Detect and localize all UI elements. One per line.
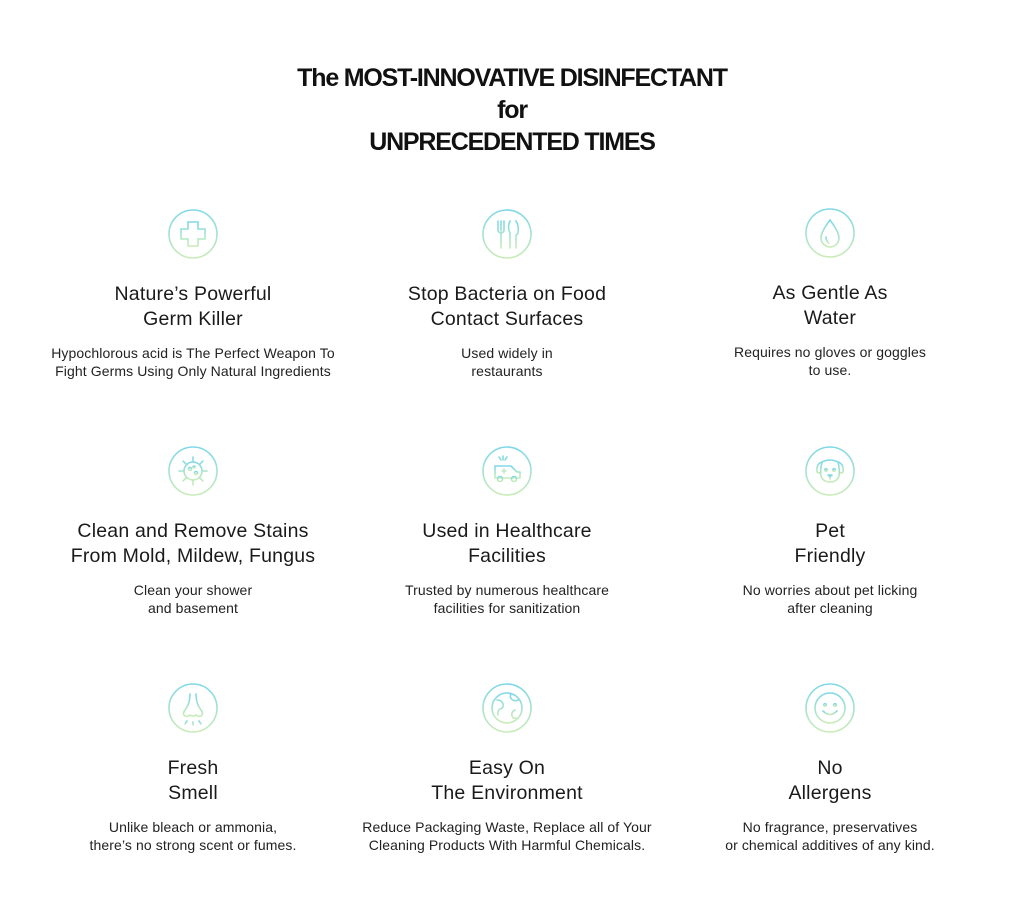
feature-description: Reduce Packaging Waste, Replace all of Your Cleaning Products With Harmful Chemicals.: [362, 819, 652, 853]
heading-line-3: UNPRECEDENTED TIMES: [369, 128, 655, 156]
ambulance-icon: [481, 445, 533, 497]
feature-title: Fresh Smell: [167, 757, 219, 804]
feature-fresh-smell: [28, 682, 358, 854]
feature-description: Requires no gloves or goggles to use.: [733, 344, 927, 378]
feature-title: Pet Friendly: [794, 520, 866, 567]
feature-description: Clean your shower and basement: [133, 582, 253, 616]
feature-title: Nature’s Powerful Germ Killer: [114, 283, 272, 330]
heading-line-1: The MOST-INNOVATIVE DISINFECTANT: [297, 64, 727, 92]
utensils-icon: [481, 208, 533, 260]
feature-title: Easy On The Environment: [431, 757, 583, 804]
feature-description: No fragrance, preservatives or chemical additives of any kind.: [725, 819, 935, 853]
cross-icon: [167, 208, 219, 260]
feature-healthcare: [342, 445, 672, 617]
feature-title: As Gentle As Water: [772, 282, 888, 329]
feature-no-allergens: [665, 682, 995, 854]
feature-description: Hypochlorous acid is The Perfect Weapon To Fight Germs Using Only Natural Ingredients: [51, 345, 335, 379]
feature-title: No Allergens: [788, 757, 872, 804]
feature-description: Used widely in restaurants: [461, 345, 553, 379]
feature-description: Unlike bleach or ammonia, there’s no strong scent or fumes.: [89, 819, 297, 853]
nose-icon: [167, 682, 219, 734]
feature-title: Used in Healthcare Facilities: [422, 520, 592, 567]
feature-description: No worries about pet licking after cleaning: [742, 582, 918, 616]
feature-gentle-as-water: [665, 207, 995, 379]
feature-mold-stains: [28, 445, 358, 617]
globe-icon: [481, 682, 533, 734]
smiley-icon: [804, 682, 856, 734]
feature-germ-killer: [28, 208, 358, 380]
virus-icon: [167, 445, 219, 497]
feature-title: Stop Bacteria on Food Contact Surfaces: [407, 283, 607, 330]
feature-food-surfaces: [342, 208, 672, 380]
heading-line-2: for: [497, 96, 527, 124]
page-heading: [0, 62, 1024, 158]
feature-title: Clean and Remove Stains From Mold, Mildew, Fungus: [70, 520, 316, 567]
water-drop-icon: [804, 207, 856, 259]
feature-environment: [342, 682, 672, 854]
feature-pet-friendly: [665, 445, 995, 617]
feature-description: Trusted by numerous healthcare facilities for sanitization: [404, 582, 610, 616]
dog-icon: [804, 445, 856, 497]
